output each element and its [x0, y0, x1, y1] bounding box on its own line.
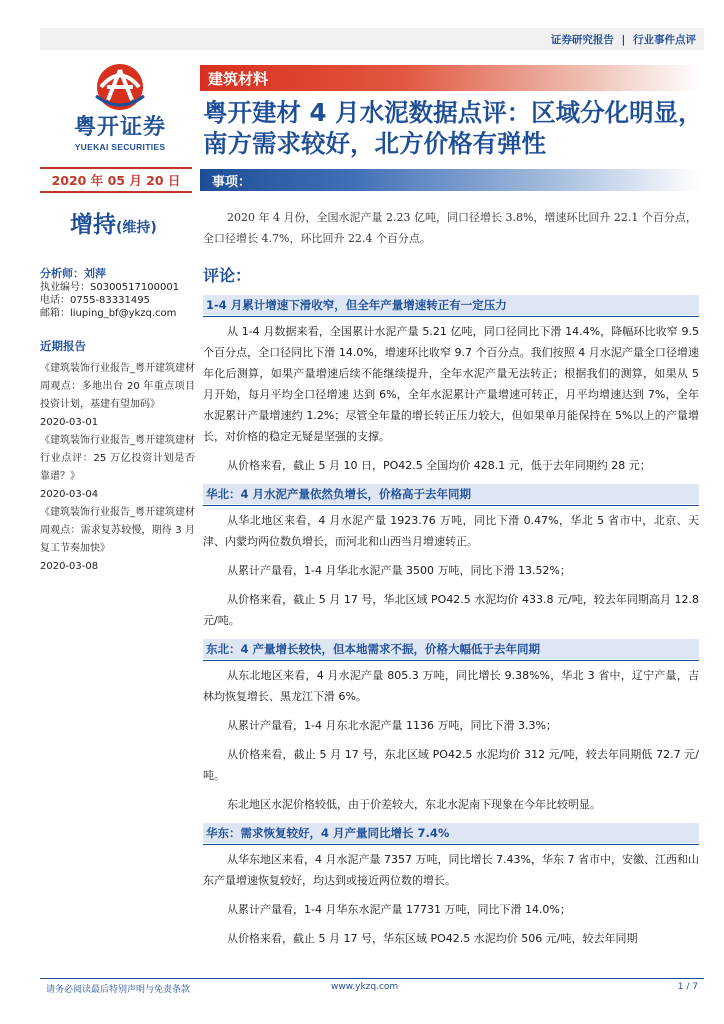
- section-heading: 华东：需求恢复较好，4 月产量同比增长 7.4%: [203, 823, 699, 843]
- sector-bar: [200, 65, 700, 91]
- analyst-phone: 电话：0755-83331495: [40, 295, 150, 306]
- section-paragraph: 从 1-4 月数据来看，全国累计水泥产量 5.21 亿吨，同口径同比下滑 14.4%，降幅环比收窄 9.5 个百分点，全口径同比下滑 14.0%，增速环比收窄 9.7 个百分点。我们按照 4 月水泥产量全口径增速年化后测算，如果产量增速后续不能继续提升，全年水泥产量无法转正；根据我们的测算，如果从 5 月开始，每月平均全口径增速 达到 6%，全年水泥累计产量增速可转正，月平均增速达到 7%，全年水泥累计产量增速约 1.2%；尽管全年量的增长转正压力较大，但如果单月能保持在 5%以上的产量增长，对价格的稳定无疑是坚强的支撑。: [203, 325, 699, 443]
- rating-sub: (维持): [116, 220, 157, 236]
- event-bar: [200, 169, 700, 191]
- recent-report-title[interactable]: 《建筑装饰行业报告_粤开建筑建材行业点评：25 万亿投资计划是否靠谱？》: [40, 435, 195, 482]
- recent-reports-title: 近期报告: [40, 339, 86, 353]
- section-paragraph: 从价格来看，截止 5 月 17 号，东北区域 PO42.5 水泥均价 312 元/吨，较去年同期低 72.7 元/吨。: [203, 748, 699, 782]
- report-date-box: [40, 167, 192, 193]
- company-logo: [60, 58, 180, 158]
- section-paragraph: 从累计产量看，1-4 月华北水泥产量 3500 万吨，同比下滑 13.52%；: [227, 564, 571, 577]
- recent-report-date: 2020-03-04: [40, 489, 99, 500]
- section-paragraph: 从价格来看，截止 5 月 17 号，华北区域 PO42.5 水泥均价 433.8 元/吨，较去年同期高月 12.8 元/吨。: [203, 593, 699, 627]
- sidebar: [40, 267, 195, 576]
- header-bar: [40, 28, 704, 50]
- logo-name-en: YUEKAI SECURITIES: [74, 142, 166, 152]
- sector-label: 建筑材料: [208, 70, 269, 88]
- footer-disclaimer[interactable]: 请务必阅读最后特别声明与免责条款: [46, 985, 191, 995]
- section-heading: 华北：4 月水泥产量依然负增长，价格高于去年同期: [203, 484, 699, 504]
- section-paragraph: 从华北地区来看，4 月水泥产量 1923.76 万吨，同比下滑 0.47%，华北 5 省市中，北京、天津、内蒙均两位数负增长，而河北和山西当月增速转正。: [203, 514, 699, 548]
- footer-divider: [40, 978, 704, 979]
- header-separator: |: [621, 34, 626, 46]
- rating-main: 增持: [70, 212, 116, 238]
- section-heading: 1-4 月累计增速下滑收窄，但全年产量增速转正有一定压力: [203, 295, 699, 315]
- logo-mark-icon: [88, 58, 152, 112]
- logo-name-cn: 粤开证券: [73, 115, 166, 140]
- comment-heading: 评论：: [203, 266, 252, 285]
- analyst-name: 分析师：刘萍: [40, 267, 106, 280]
- event-label: 事项：: [212, 175, 252, 190]
- section-east-china: [203, 823, 699, 949]
- recent-report-title[interactable]: 《建筑装饰行业报告_粤开建筑建材周观点：多地出台 20 年重点项目投资计划，基建有望加码》: [40, 363, 195, 410]
- footer-page-number: 1 / 7: [677, 982, 698, 992]
- header-report-type: [551, 32, 696, 47]
- section-paragraph: 从华东地区来看，4 月水泥产量 7357 万吨，同比增长 7.43%，华东 7 省市中，安徽、江西和山东产量增速恢复较好，均达到或接近两位数的增长。: [203, 853, 699, 887]
- rating: [70, 206, 157, 239]
- analyst-license: 执业编号：S0300517100001: [40, 282, 180, 293]
- recent-report-item[interactable]: [40, 504, 195, 576]
- recent-report-item[interactable]: [40, 360, 195, 432]
- section-paragraph: 从价格来看，截止 5 月 10 日，PO42.5 全国均价 428.1 元，低于去年同期约 28 元；: [227, 459, 651, 472]
- section-northeast: [203, 639, 699, 815]
- report-subtype: 行业事件点评: [633, 34, 696, 46]
- report-type: 证券研究报告: [550, 34, 614, 46]
- recent-report-title[interactable]: 《建筑装饰行业报告_粤开建筑建材周观点：需求复苏较慢，期待 3 月复工节奏加快》: [40, 507, 195, 554]
- section-paragraph: 从东北地区来看，4 月水泥产量 805.3 万吨，同比增长 9.38%%，华北 3 省中，辽宁产量，吉林均恢复增长、黑龙江下滑 6%。: [203, 669, 699, 703]
- recent-report-item[interactable]: [40, 432, 195, 504]
- section-paragraph: 从累计产量看，1-4 月华东水泥产量 17731 万吨，同比下滑 14.0%；: [227, 903, 571, 916]
- report-date: 2020 年 05 月 20 日: [51, 173, 181, 188]
- section-paragraph: 东北地区水泥价格较低，由于价差较大，东北水泥南下现象在今年比较明显。: [227, 798, 601, 811]
- footer-website[interactable]: www.ykzq.com: [331, 982, 399, 992]
- section-north-china: [203, 484, 699, 631]
- section-national: [203, 295, 699, 476]
- section-paragraph: 从价格来看，截止 5 月 17 号，华东区域 PO42.5 水泥均价 506 元/吨，较去年同期: [227, 932, 638, 945]
- recent-report-date: 2020-03-08: [40, 561, 99, 572]
- section-heading: 东北：4 产量增长较快，但本地需求不振，价格大幅低于去年同期: [203, 639, 699, 659]
- analyst-email[interactable]: 邮箱：liuping_bf@ykzq.com: [40, 308, 177, 319]
- report-title: 粤开建材 4 月水泥数据点评：区域分化明显，南方需求较好，北方价格有弹性: [203, 98, 703, 158]
- main-content: [203, 295, 699, 957]
- section-paragraph: 从累计产量看，1-4 月东北水泥产量 1136 万吨，同比下滑 3.3%；: [227, 719, 557, 732]
- recent-report-date: 2020-03-01: [40, 417, 99, 428]
- event-summary: 2020 年 4 月份，全国水泥产量 2.23 亿吨，同口径增长 3.8%，增速环比回升 22.1 个百分点，全口径增长 4.7%，环比回升 22.4 个百分点。: [203, 211, 697, 245]
